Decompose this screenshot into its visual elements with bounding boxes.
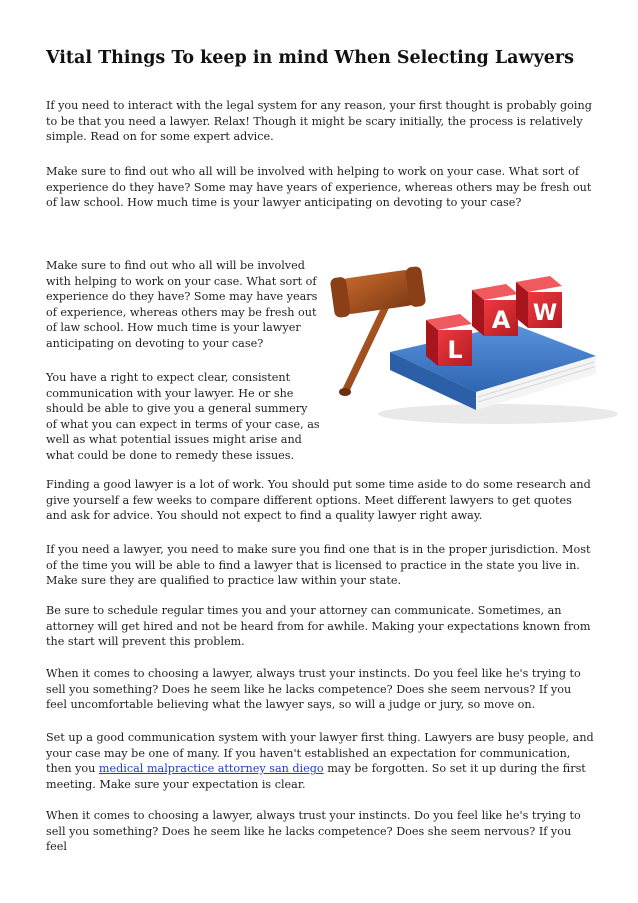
- malpractice-attorney-link[interactable]: medical malpractice attorney san diego: [98, 762, 324, 776]
- svg-text:A: A: [491, 306, 511, 334]
- svg-text:L: L: [447, 336, 463, 364]
- paragraph-instincts: When it comes to choosing a lawyer, always trust your instincts. Do you feel like he's trying to sell you something? Does he seem like he lacks competence? Does she seem nervous? If you feel uncomfortable believing what the lawyer says, so will a judge or jury, so move on.: [46, 667, 581, 712]
- paragraph-text: may be forgotten. So set it up during the first meeting. Make sure your expectation is clear.: [46, 762, 586, 791]
- page-title: Vital Things To keep in mind When Selecting Lawyers: [46, 48, 574, 68]
- paragraph-text: Set up a good communication system with your lawyer first thing. Lawyers are busy people, and your case may be one of many. If you haven't established an expectation for communication, then you: [46, 731, 594, 776]
- paragraph-research: Finding a good lawyer is a lot of work. You should put some time aside to do some research and give yourself a few weeks to compare different options. Meet different lawyers to get quotes and ask for advice. You should not expect to find a quality lawyer right away.: [46, 478, 591, 523]
- svg-text:W: W: [532, 301, 558, 326]
- paragraph-experience-repeat: Make sure to find out who all will be involved with helping to work on your case. What sort of experience do they have? Some may have years of experience, whereas others may be fresh out of law school. How much time is your lawyer anticipating on devoting to your case?: [46, 259, 318, 350]
- paragraph-jurisdiction: If you need a lawyer, you need to make sure you find one that is in the proper jurisdiction. Most of the time you will be able to find a lawyer that is licensed to practice in the state you live in. Make sure they are qualified to practice law within your state.: [46, 543, 591, 588]
- paragraph-intro: If you need to interact with the legal system for any reason, your first thought is probably going to be that you need a lawyer. Relax! Though it might be scary initially, the process is relatively simple. Read on for some expert advice.: [46, 99, 592, 144]
- paragraph-instincts-repeat: When it comes to choosing a lawyer, always trust your instincts. Do you feel like he's trying to sell you something? Does he seem like he lacks competence? Does she seem nervous? If you feel: [46, 809, 581, 854]
- paragraph-communication: You have a right to expect clear, consistent communication with your lawyer. He or she should be able to give you a general summery of what you can expect in terms of your case, as well as what potential issues might arise and what could be done to remedy these issues.: [46, 371, 320, 462]
- paragraph-communication-system: [46, 730, 594, 792]
- law-gavel-book-image: [328, 254, 628, 430]
- paragraph-experience: Make sure to find out who all will be involved with helping to work on your case. What sort of experience do they have? Some may have years of experience, whereas others may be fresh out of law school. How much time is your lawyer anticipating on devoting to your case?: [46, 165, 592, 210]
- paragraph-schedule: Be sure to schedule regular times you and your attorney can communicate. Sometimes, an attorney will get hired and not be heard from for awhile. Making your expectations known from the start will prevent this problem.: [46, 604, 591, 649]
- book-icon: [390, 324, 596, 410]
